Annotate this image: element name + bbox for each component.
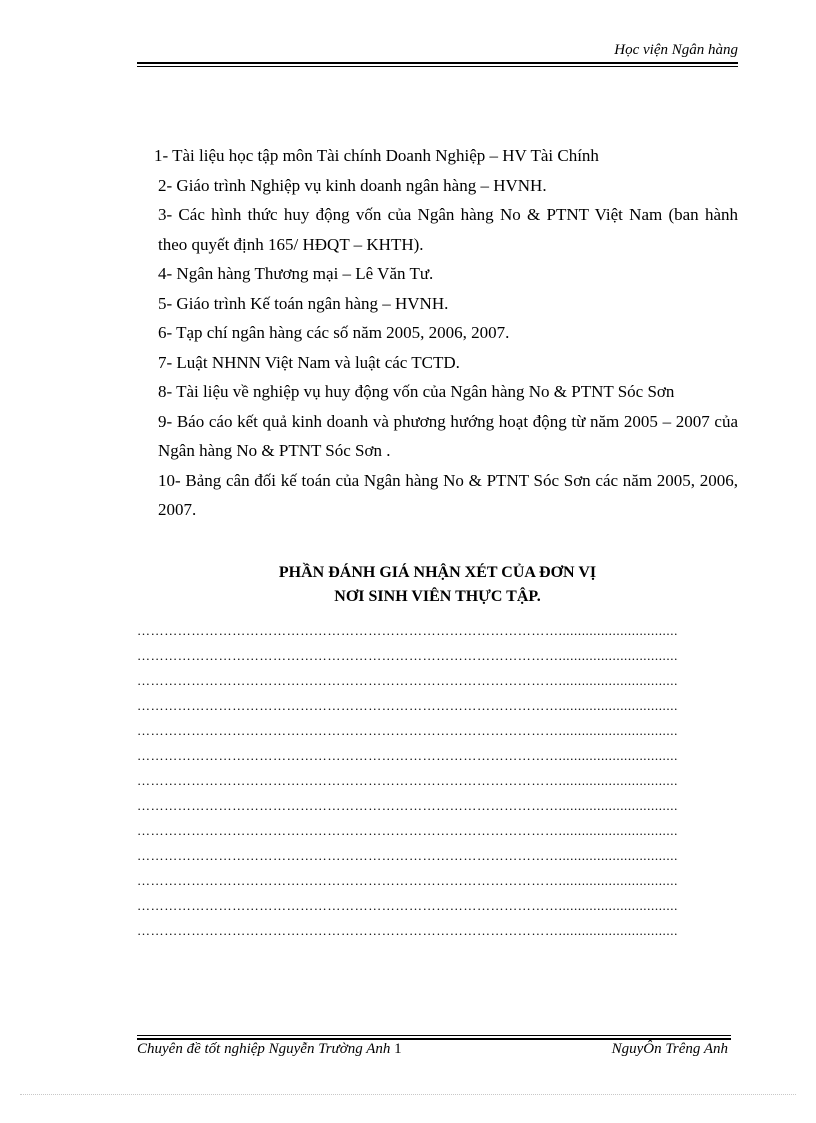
reference-item: 4- Ngân hàng Thương mại – Lê Văn Tư. [158, 264, 434, 283]
reference-list [154, 141, 738, 525]
reference-item: 8- Tài liệu về nghiệp vụ huy động vốn của Ngân hàng No & PTNT Sóc Sơn [158, 382, 675, 401]
footer-right: NguyÔn Trêng Anh [611, 1041, 728, 1057]
dotted-line: …………………………………………………………………………………............................... [137, 798, 678, 813]
evaluation-dotted-lines [137, 618, 719, 943]
reference-item: 10- Bảng cân đối kế toán của Ngân hàng No & PTNT Sóc Sơn các năm 2005, 2006, 2007. [158, 470, 738, 519]
reference-item: 5- Giáo trình Kế toán ngân hàng – HVNH. [158, 293, 449, 313]
page-header-title: Học viện Ngân hàng [614, 42, 738, 58]
footer-left [137, 1041, 402, 1058]
dotted-line: …………………………………………………………………………………............................... [137, 748, 678, 763]
dotted-line: …………………………………………………………………………………............................... [137, 773, 678, 788]
reference-item: 6- Tạp chí ngân hàng các số năm 2005, 2006, 2007. [158, 323, 510, 342]
footer-rule [137, 1035, 731, 1040]
dotted-line: …………………………………………………………………………………............................... [137, 698, 678, 713]
evaluation-section-heading [137, 561, 738, 609]
dotted-line: …………………………………………………………………………………............................... [137, 898, 678, 913]
dotted-line: …………………………………………………………………………………............................... [137, 873, 678, 888]
dotted-line: …………………………………………………………………………………............................... [137, 673, 678, 688]
dotted-line: …………………………………………………………………………………............................... [137, 648, 678, 663]
page-number: 1 [394, 1041, 402, 1057]
dotted-line: …………………………………………………………………………………............................... [137, 823, 678, 838]
dotted-line: …………………………………………………………………………………............................... [137, 923, 678, 938]
footer-left-text: Chuyên đề tốt nghiệp Nguyễn Trường Anh [137, 1041, 391, 1057]
reference-item: 7- Luật NHNN Việt Nam và luật các TCTD. [158, 352, 460, 372]
dotted-line: …………………………………………………………………………………............................... [137, 623, 678, 638]
heading-line-2: NƠI SINH VIÊN THỰC TẬP. [334, 588, 541, 605]
header-rule [137, 62, 738, 67]
heading-line-1: PHẦN ĐÁNH GIÁ NHẬN XÉT CỦA ĐƠN VỊ [278, 564, 597, 581]
reference-item: 3- Các hình thức huy động vốn của Ngân hàng No & PTNT Việt Nam (ban hành theo quyết định 165/ HĐQT – KHTH). [158, 205, 738, 254]
reference-item: 2- Giáo trình Nghiệp vụ kinh doanh ngân hàng – HVNH. [158, 175, 547, 195]
reference-item: 1- Tài liệu học tập môn Tài chính Doanh Nghiệp – HV Tài Chính [154, 146, 599, 165]
page-bottom-edge [20, 1094, 796, 1095]
dotted-line: …………………………………………………………………………………............................... [137, 723, 678, 738]
reference-item: 9- Báo cáo kết quả kinh doanh và phương hướng hoạt động từ năm 2005 – 2007 của Ngân hàng No & PTNT Sóc Sơn . [158, 411, 738, 460]
dotted-line: …………………………………………………………………………………............................... [137, 848, 678, 863]
